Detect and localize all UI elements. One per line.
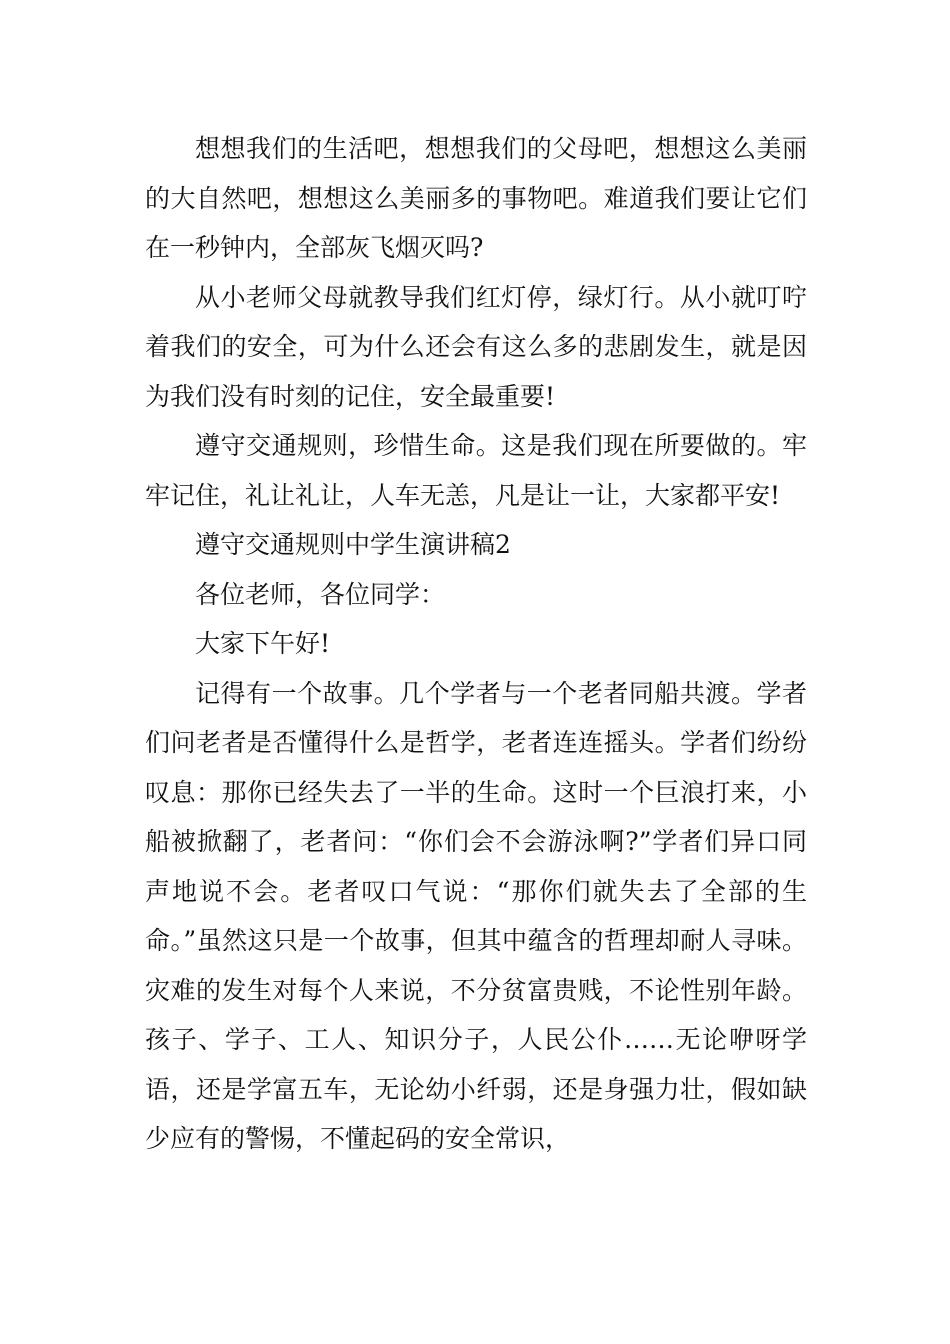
paragraph-life: 想想我们的生活吧，想想我们的父母吧，想想这么美丽的大自然吧，想想这么美丽多的事物吧。难道我们要让它们在一秒钟内，全部灰飞烟灭吗?: [145, 134, 807, 262]
speech-title: 遵守交通规则中学生演讲稿2: [195, 530, 511, 559]
greeting: 大家下午好!: [195, 629, 331, 658]
paragraph-story: 记得有一个故事。几个学者与一个老者同船共渡。学者们问老者是否懂得什么是哲学，老者连连摇头。学者们纷纷叹息：那你已经失去了一半的生命。这时一个巨浪打来，小船被掀翻了，老者问：“你们会不会游泳啊?”学者们异口同声地说不会。老者叹口气说：“那你们就失去了全部的生命。”虽然这只是一个故事，但其中蕴含的哲理却耐人寻味。灾难的发生对每个人来说，不分贫富贵贱，不论性别年龄。孩子、学子、工人、知识分子，人民公仆……无论咿呀学语，还是学富五车，无论幼小纤弱，还是身强力壮，假如缺少应有的警惕，不懂起码的安全常识，: [145, 678, 807, 1153]
document-body: [145, 124, 807, 1164]
salutation: 各位老师，各位同学：: [195, 579, 446, 609]
paragraph-cherish-life: 遵守交通规则，珍惜生命。这是我们现在所要做的。牢牢记住，礼让礼让，人车无恙，凡是让一让，大家都平安!: [145, 431, 807, 510]
paragraph-traffic-lights: 从小老师父母就教导我们红灯停，绿灯行。从小就叮咛着我们的安全，可为什么还会有这么多的悲剧发生，就是因为我们没有时刻的记住，安全最重要!: [145, 282, 807, 411]
